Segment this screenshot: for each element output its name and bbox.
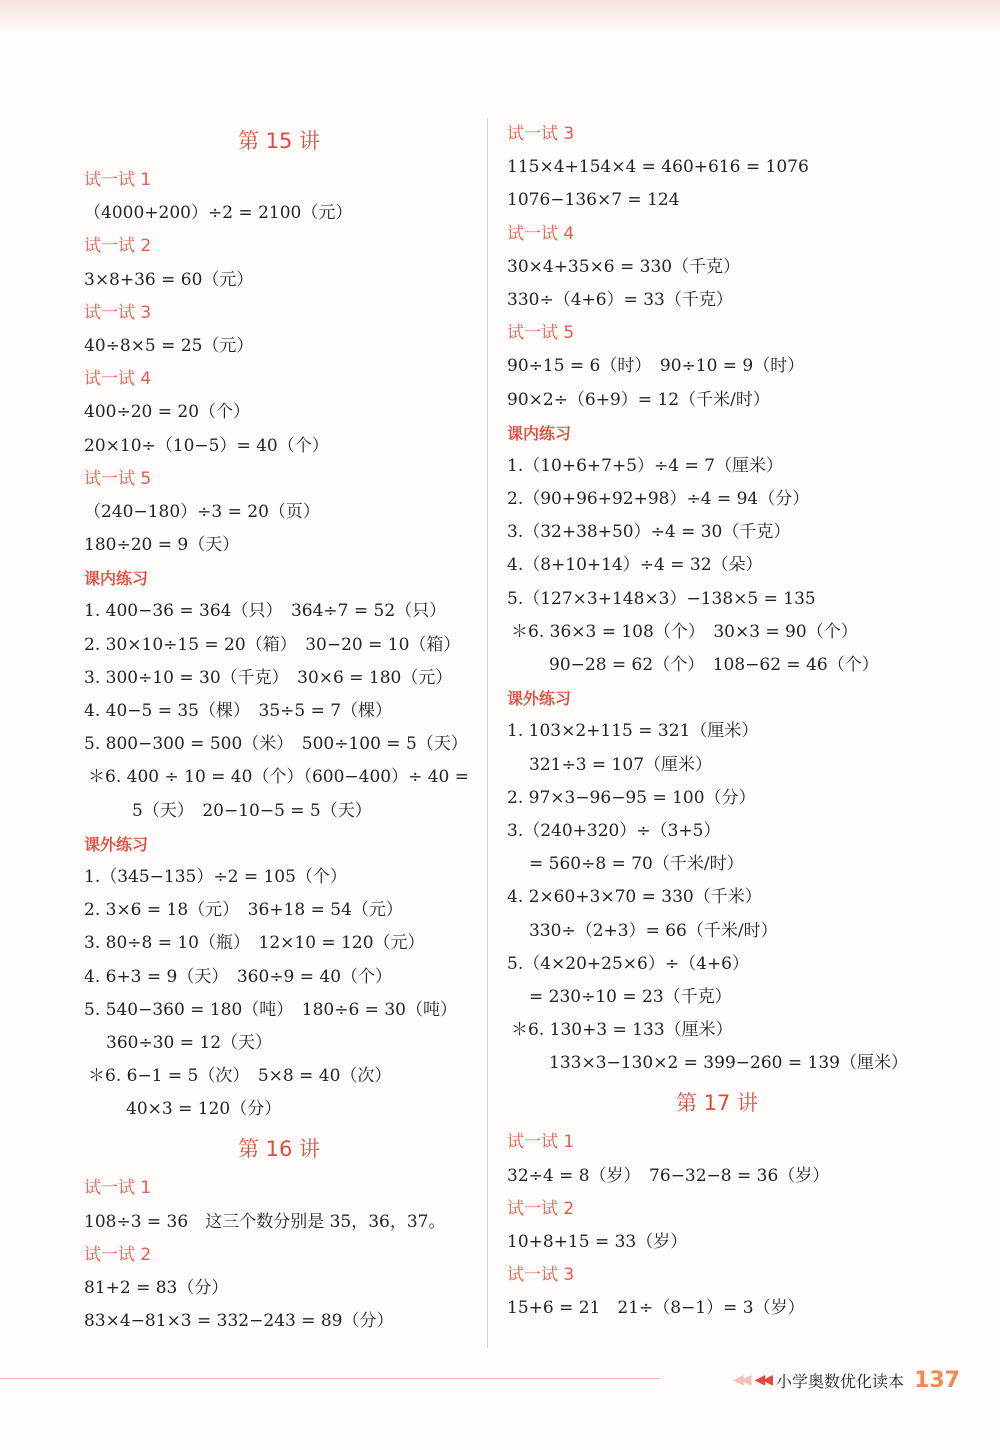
- left-solution-line: ＊6. 6−1 = 5（次） 5×8 = 40（次）: [88, 1066, 392, 1087]
- right-lecture-heading: 第 17 讲: [675, 1091, 759, 1116]
- left-solution-line: （4000+200）÷2 = 2100（元）: [84, 203, 353, 224]
- left-solution-line: 5. 540−360 = 180（吨） 180÷6 = 30（吨）: [84, 999, 457, 1020]
- column-divider: [487, 118, 488, 1348]
- left-section-heading: 课外练习: [84, 834, 149, 854]
- left-solution-line: 3×8+36 = 60（元）: [84, 269, 254, 290]
- left-arrows-light-icon: ◀◀: [732, 1372, 749, 1388]
- left-solution-line: 400÷20 = 20（个）: [84, 402, 251, 423]
- right-solution-line: 4. 2×60+3×70 = 330（千米）: [507, 887, 762, 908]
- page-top-band: [0, 0, 1000, 36]
- right-solution-line: 4.（8+10+14）÷4 = 32（朵）: [507, 555, 763, 576]
- right-solution-line: 115×4+154×4 = 460+616 = 1076: [507, 157, 809, 178]
- right-solution-line: 32÷4 = 8（岁） 76−32−8 = 36（岁）: [507, 1165, 830, 1186]
- right-solution-line: 1076−136×7 = 124: [507, 190, 680, 211]
- right-solution-line: 2.（90+96+92+98）÷4 = 94（分）: [507, 489, 810, 510]
- left-trial-heading: 试一试 4: [84, 369, 152, 390]
- book-title: 小学奥数优化读本: [776, 1371, 905, 1391]
- left-solution-line: 1. 400−36 = 364（只） 364÷7 = 52（只）: [84, 601, 447, 622]
- left-solution-line: 5（天） 20−10−5 = 5（天）: [132, 800, 372, 821]
- left-solution-line: 81+2 = 83（分）: [84, 1278, 229, 1298]
- left-solution-line: 5. 800−300 = 500（米） 500÷100 = 5（天）: [84, 734, 468, 755]
- left-solution-line: 108÷3 = 36 这三个数分别是 35，36，37。: [84, 1211, 446, 1232]
- right-solution-line: 30×4+35×6 = 330（千克）: [507, 256, 741, 277]
- right-solution-line: 330÷（4+6）= 33（千克）: [507, 289, 733, 310]
- left-solution-line: （240−180）÷3 = 20（页）: [84, 501, 320, 522]
- right-solution-line: 3.（32+38+50）÷4 = 30（千克）: [507, 522, 791, 543]
- left-solution-line: 40×3 = 120（分）: [126, 1099, 282, 1120]
- right-trial-heading: 试一试 3: [507, 1265, 575, 1286]
- right-trial-heading: 试一试 2: [507, 1198, 575, 1219]
- left-solution-line: 360÷30 = 12（天）: [106, 1032, 273, 1053]
- right-solution-line: 5.（4×20+25×6）÷（4+6）: [507, 953, 749, 974]
- page-number: 137: [914, 1367, 960, 1393]
- left-solution-line: 4. 40−5 = 35（棵） 35÷5 = 7（棵）: [84, 701, 393, 721]
- left-trial-heading: 试一试 1: [84, 1178, 152, 1199]
- left-lecture-heading: 第 16 讲: [237, 1137, 321, 1162]
- left-section-heading: 课内练习: [84, 569, 149, 589]
- right-solution-line: 1. 103×2+115 = 321（厘米）: [507, 721, 759, 742]
- right-solution-line: 2. 97×3−96−95 = 100（分）: [507, 787, 756, 808]
- left-solution-line: 4. 6+3 = 9（天） 360÷9 = 40（个）: [84, 966, 393, 987]
- left-trial-heading: 试一试 3: [84, 302, 152, 323]
- left-trial-heading: 试一试 2: [84, 1244, 152, 1265]
- left-lecture-heading: 第 15 讲: [237, 129, 321, 153]
- right-solution-line: 10+8+15 = 33（岁）: [507, 1232, 688, 1252]
- right-solution-line: 321÷3 = 107（厘米）: [529, 754, 713, 775]
- left-trial-heading: 试一试 5: [84, 468, 152, 489]
- right-solution-line: 90÷15 = 6（时） 90÷10 = 9（时）: [507, 356, 805, 377]
- right-trial-heading: 试一试 5: [507, 323, 575, 344]
- right-solution-line: 3.（240+320）÷（3+5）: [507, 820, 721, 841]
- left-solution-line: ＊6. 400 ÷ 10 = 40（个）（600−400）÷ 40 =: [88, 767, 470, 788]
- right-trial-heading: 试一试 3: [507, 124, 575, 144]
- left-solution-line: 40÷8×5 = 25（元）: [84, 335, 254, 356]
- page-footer: [733, 1366, 960, 1394]
- right-solution-line: ＊6. 36×3 = 108（个） 30×3 = 90（个）: [511, 621, 858, 642]
- left-solution-line: 20×10÷（10−5）= 40（个）: [84, 435, 329, 456]
- right-solution-line: 133×3−130×2 = 399−260 = 139（厘米）: [549, 1053, 908, 1074]
- right-trial-heading: 试一试 4: [507, 223, 575, 244]
- right-section-heading: 课内练习: [507, 423, 572, 443]
- right-solution-line: 330÷（2+3）= 66（千米/时）: [529, 920, 778, 941]
- right-solution-line: 1.（10+6+7+5）÷4 = 7（厘米）: [507, 455, 783, 476]
- left-solution-line: 2. 30×10÷15 = 20（箱） 30−20 = 10（箱）: [84, 634, 461, 655]
- right-solution-line: 90−28 = 62（个） 108−62 = 46（个）: [549, 655, 879, 675]
- right-solution-line: ＊6. 130+3 = 133（厘米）: [511, 1020, 733, 1041]
- left-arrows-icon: ◀◀: [754, 1372, 771, 1388]
- right-solution-line: 15+6 = 21 21÷（8−1）= 3（岁）: [507, 1298, 805, 1319]
- left-solution-line: 1.（345−135）÷2 = 105（个）: [84, 866, 347, 887]
- right-column: [507, 118, 927, 1326]
- footer-rule: [0, 1378, 660, 1379]
- right-solution-line: 5.（127×3+148×3）−138×5 = 135: [507, 588, 816, 609]
- right-solution-line: = 560÷8 = 70（千米/时）: [529, 854, 744, 875]
- left-solution-line: 3. 300÷10 = 30（千克） 30×6 = 180（元）: [84, 667, 453, 688]
- right-trial-heading: 试一试 1: [507, 1132, 575, 1153]
- left-solution-line: 83×4−81×3 = 332−243 = 89（分）: [84, 1311, 394, 1332]
- left-column: [84, 118, 474, 1338]
- left-trial-heading: 试一试 2: [84, 236, 152, 257]
- left-solution-line: 3. 80÷8 = 10（瓶） 12×10 = 120（元）: [84, 933, 425, 954]
- left-trial-heading: 试一试 1: [84, 170, 152, 190]
- left-solution-line: 2. 3×6 = 18（元） 36+18 = 54（元）: [84, 900, 403, 921]
- right-solution-line: = 230÷10 = 23（千克）: [529, 986, 732, 1007]
- right-section-heading: 课外练习: [507, 689, 572, 709]
- left-solution-line: 180÷20 = 9（天）: [84, 535, 240, 556]
- right-solution-line: 90×2÷（6+9）= 12（千米/时）: [507, 389, 770, 410]
